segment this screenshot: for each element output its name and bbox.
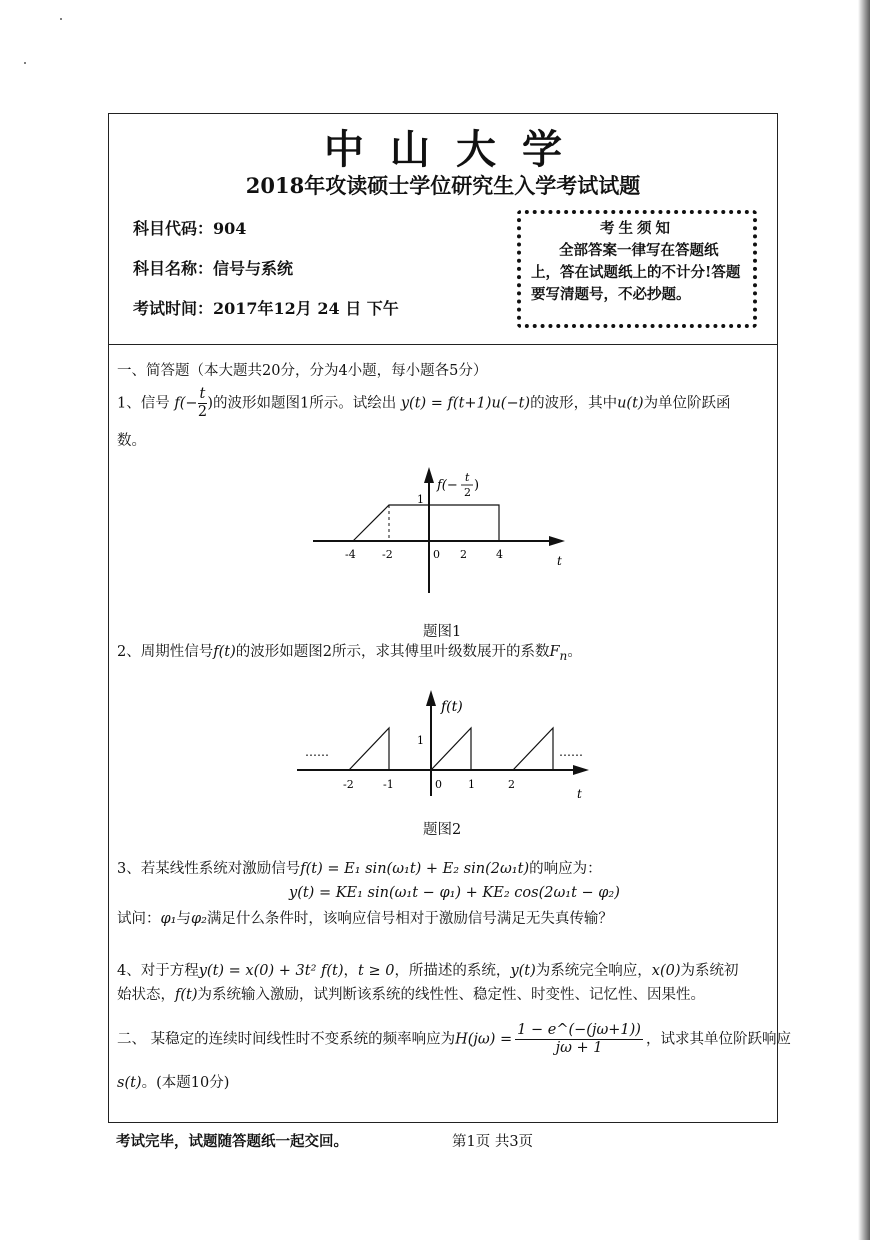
question-2 [117,641,582,667]
q4-prefix: 4、对于方程 [117,963,199,979]
s2-H: H(jω) = [455,1031,513,1048]
section2-line2 [117,1072,229,1094]
exam-title: 2018年攻读硕士学位研究生入学考试试题 [245,173,641,198]
fig1-tick-label: 0 [433,548,440,561]
fig1-tick-label: -4 [345,548,356,561]
footer-page-number: 第1页 共3页 [452,1134,534,1150]
fig1-waveform [353,505,499,541]
fig2-value-label: 1 [417,734,424,747]
s2-fraction [515,1022,643,1057]
q4-mid: ，所描述的系统， [394,963,511,979]
q1-fraction [198,386,208,421]
s2-prefix: 二、 某稳定的连续时间线性时不变系统的频率响应为 [117,1031,456,1048]
q1-expr-y: y(t) = f(t+1)u(−t) [400,395,531,412]
fig2-y-arrow [426,690,436,706]
q1-frac-num: t [199,386,206,402]
q2-mid: 的波形如题图2所示，求其傅里叶级数展开的系数 [235,644,550,660]
s2-frac-num: 1 − e^(−(jω+1)) [517,1022,641,1038]
footer-instruction: 考试完毕，试题随答题纸一起交回。 [116,1133,348,1150]
university-name: 中山大学 [324,126,588,173]
q4-ft: f(t) [175,987,198,1003]
q3-ask-and: 与 [176,911,191,927]
question-4 [117,960,739,982]
q3-suffix: 的响应为： [529,861,602,877]
q1-mid: )的波形如题图1所示。试绘出 [207,395,397,412]
q4-line2-prefix: 始状态， [117,987,175,1003]
q4-cond: t ≥ 0 [358,963,395,979]
q1-expr-u: u(t) [617,395,644,412]
fig2-tick-label: 0 [435,778,442,791]
q4-eq: y(t) = x(0) + 3t² f(t) [198,963,344,979]
s2-tail: ，试求其单位阶跃响应 [645,1031,791,1048]
q3-response-expr: y(t) = KE₁ sin(ω₁t − φ₁) + KE₂ cos(2ω₁t − φ₂) [289,885,620,901]
q4-yt: y(t) [510,963,536,979]
header-divider [109,344,777,345]
section2-question [117,1022,791,1057]
notice-title: 考生须知 [600,220,674,237]
q4-x0: x(0) [651,963,681,979]
question-1 [117,386,731,421]
fig1-y-label-den: 2 [464,486,471,499]
q3-response [289,882,620,904]
q2-sub-n: n [559,648,568,663]
q2-tail: 。 [567,644,582,660]
q3-phi2: φ₂ [190,911,207,927]
section1-heading: 一、简答题（本大题共20分，分为4小题，每小题各5分） [117,363,488,379]
fig1-y-label-suffix: ) [474,478,480,493]
s2-frac-den: jω + 1 [555,1040,603,1056]
q4-comma: ， [343,963,359,979]
q1-tail: 为单位阶跃函 [643,395,731,412]
fig1-value-label: 1 [417,493,424,506]
q3-ask [117,908,613,930]
fig2-tick-label: -1 [383,778,394,791]
q3-prefix: 3、若某线性系统对激励信号 [117,861,301,877]
question-3 [117,858,602,880]
figure-1-plot [305,459,565,594]
fig2-x-label: t [577,787,582,801]
scan-speck [60,18,62,20]
s2-st: s(t) [117,1075,142,1091]
q1-frac-den: 2 [197,404,208,420]
fig2-tick-label: -2 [343,778,354,791]
q3-ask-tail: 满足什么条件时，该响应信号相对于激励信号满足无失真传输？ [206,911,613,927]
fig1-x-label: t [557,554,562,568]
q1-expr-f: f(− [174,395,198,412]
notice-box [517,210,757,328]
fig2-sawtooth-period [513,728,553,770]
notice-body: 全部答案一律写在答题纸上，答在试题纸上的不计分!答题要写清题号，不必抄题。 [531,242,741,303]
subject-name: 科目名称：信号与系统 [133,259,294,278]
fig2-sawtooth-period [431,728,471,770]
q4-line2-tail: 为系统输入激励，试判断该系统的线性性、稳定性、时变性、记忆性、因果性。 [197,987,706,1003]
fig1-y-label-prefix: f(− [437,478,458,493]
q2-expr-Fn: F [549,644,560,660]
fig2-ellipsis-left: …… [305,745,329,759]
figure-2-plot [291,684,591,814]
q1-suffix: 的波形，其中 [530,395,618,412]
fig2-x-arrow [573,765,589,775]
scan-speck [24,62,26,64]
fig1-y-arrow [424,467,434,483]
fig2-tick-label: 2 [508,778,515,791]
q1-line2: 数。 [117,433,146,449]
fig2-tick-label: 1 [468,778,475,791]
q2-prefix: 2、周期性信号 [117,644,214,660]
scan-edge-shadow [858,0,870,1240]
q1-prefix: 1、信号 [117,395,170,412]
s2-line2-tail: 。(本题10分) [141,1075,230,1091]
fig1-tick-label: -2 [382,548,393,561]
exam-time: 考试时间：2017年12月 24 日 下午 [133,299,399,318]
subject-code: 科目代码：904 [133,219,247,238]
fig1-tick-label: 2 [460,548,467,561]
figure-2-caption: 题图2 [423,822,462,838]
exam-frame [108,113,791,1123]
fig2-ellipsis-right: …… [559,745,583,759]
fig2-sawtooth-period [349,728,389,770]
fig1-x-arrow [549,536,565,546]
q4-mid2: 为系统完全响应， [535,963,652,979]
fig1-tick-label: 4 [496,548,503,561]
fig2-y-label: f(t) [441,699,463,715]
q3-phi1: φ₁ [160,911,177,927]
figure-1-caption: 题图1 [423,624,462,640]
fig1-y-label-num: t [465,471,470,484]
q4-line2 [117,984,705,1006]
q3-input-expr: f(t) = E₁ sin(ω₁t) + E₂ sin(2ω₁t) [300,861,530,877]
q3-ask-prefix: 试问： [117,911,161,927]
q2-expr-f: f(t) [213,644,236,660]
q4-tail1: 为系统初 [680,963,739,979]
